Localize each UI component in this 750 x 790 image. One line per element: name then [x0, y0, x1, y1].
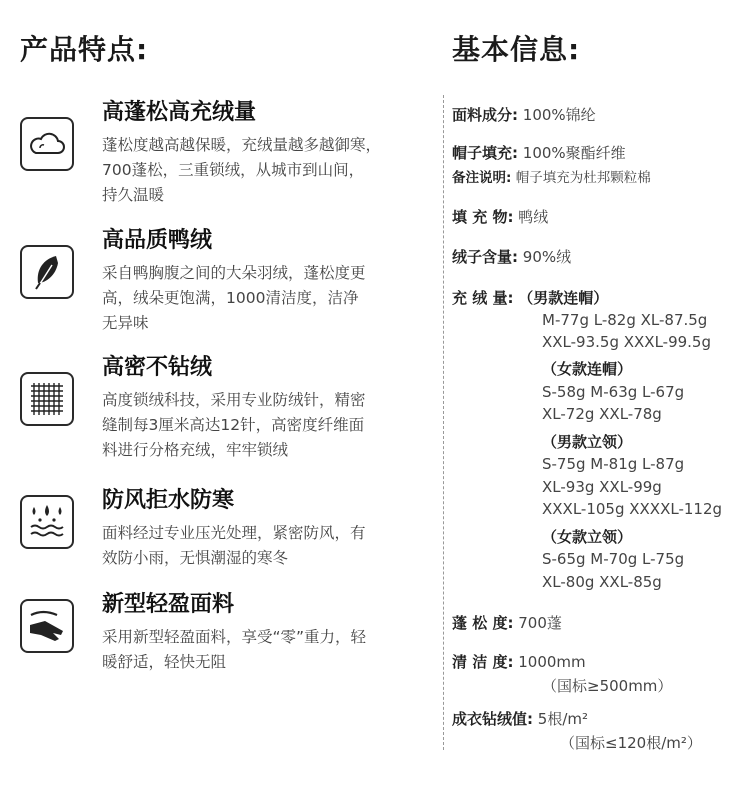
- feature-title: 高蓬松高充绒量: [102, 100, 257, 125]
- feather-icon: [20, 245, 74, 299]
- feature-desc: 蓬松度越高越保暖，充绒量越多越御寒， 700蓬松，三重锁绒，从城市到山间， 持久温暖: [102, 136, 382, 204]
- feature-title: 高密不钻绒: [102, 355, 213, 380]
- feature-lightweight: [20, 587, 430, 687]
- info-note: 备注说明: 帽子填充为杜邦颗粒棉: [452, 170, 651, 186]
- feature-desc: 面料经过专业压光处理，紧密防风，有 效防小雨，无惧潮湿的寒冬: [102, 524, 366, 567]
- features-heading: 产品特点:: [20, 33, 149, 66]
- fill-row: S-75g M-81g L-87g: [542, 455, 685, 473]
- fill-group-title: （女款立领）: [542, 528, 633, 546]
- info-cleanliness: 清 洁 度: 1000mm: [452, 653, 586, 671]
- info-filling: 填 充 物: 鸭绒: [452, 208, 549, 226]
- info-hood-fill: 帽子填充: 100%聚酯纤维: [452, 144, 626, 162]
- feature-loft: [20, 95, 430, 215]
- water-drops-icon: [20, 495, 74, 549]
- fill-row: XXXL-105g XXXXL-112g: [542, 500, 723, 518]
- info-cleanliness-standard: （国标≥500mm）: [542, 677, 673, 695]
- info-list: [452, 0, 747, 790]
- fill-row: XXL-93.5g XXXL-99.5g: [542, 333, 711, 351]
- feature-down-proof: [20, 350, 430, 470]
- fill-group-title: （女款连帽）: [542, 360, 633, 378]
- fill-row: S-58g M-63g L-67g: [542, 383, 685, 401]
- info-heading: 基本信息:: [452, 33, 581, 66]
- fill-row: XL-93g XXL-99g: [542, 478, 662, 496]
- info-fill-weight: 充 绒 量: （男款连帽）: [452, 289, 609, 307]
- fill-row: XL-72g XXL-78g: [542, 405, 662, 423]
- feature-desc: 高度锁绒科技，采用专业防绒针，精密 缝制每3厘米高达12针，高密度纤维面 料进行分格充绒，牢牢锁绒: [102, 391, 366, 459]
- hand-feather-icon: [20, 599, 74, 653]
- info-loft: 蓬 松 度: 700蓬: [452, 614, 562, 632]
- fill-row: XL-80g XXL-85g: [542, 573, 662, 591]
- info-down-proof: 成衣钻绒值: 5根/m²: [452, 710, 589, 728]
- mesh-icon: [20, 372, 74, 426]
- feature-title: 新型轻盈面料: [102, 592, 235, 617]
- cloud-icon: [20, 117, 74, 171]
- info-down-proof-standard: （国标≤120根/m²）: [560, 734, 702, 752]
- feature-desc: 采用新型轻盈面料，享受“零”重力，轻 暖舒适，轻快无阻: [102, 628, 367, 671]
- column-divider: [443, 95, 444, 750]
- feature-title: 高品质鸭绒: [102, 228, 213, 253]
- info-down-content: 绒子含量: 90%绒: [452, 248, 572, 266]
- feature-title: 防风拒水防寒: [102, 488, 235, 513]
- fill-row: S-65g M-70g L-75g: [542, 550, 685, 568]
- feature-desc: 采自鸭胸腹之间的大朵羽绒，蓬松度更 高，绒朵更饱满，1000清洁度，洁净 无异味: [102, 264, 366, 332]
- info-fabric: 面料成分: 100%锦纶: [452, 106, 596, 124]
- feature-windproof: [20, 483, 430, 583]
- feature-duck-down: [20, 223, 430, 343]
- fill-group-title: （男款立领）: [542, 433, 633, 451]
- fill-row: M-77g L-82g XL-87.5g: [542, 311, 708, 329]
